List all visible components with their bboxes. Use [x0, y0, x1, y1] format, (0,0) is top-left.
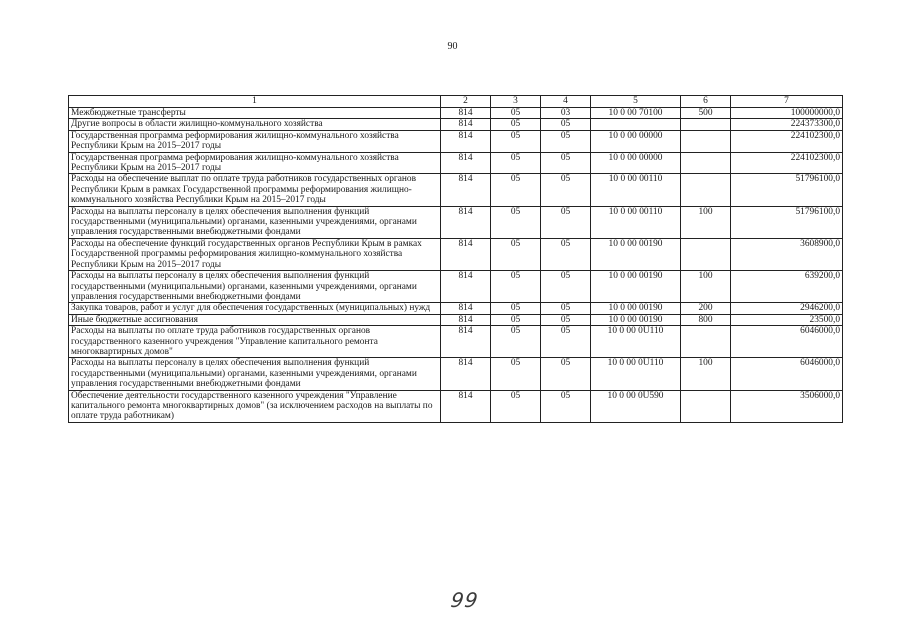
- row-subsection: 05: [541, 326, 591, 358]
- table-row: [69, 174, 843, 206]
- row-name: Закупка товаров, работ и услуг для обеспечения государственных (муниципальных) нужд: [69, 303, 441, 314]
- row-section: 05: [491, 271, 541, 303]
- row-section: 05: [491, 130, 541, 152]
- row-target-item: [591, 119, 681, 130]
- row-name: Иные бюджетные ассигнования: [69, 314, 441, 325]
- row-name: Другие вопросы в области жилищно-коммунального хозяйства: [69, 119, 441, 130]
- row-target-item: 10 0 00 00190: [591, 314, 681, 325]
- row-admin-code: 814: [441, 174, 491, 206]
- row-amount: 224373300,0: [731, 119, 843, 130]
- row-expense-type: [681, 238, 731, 270]
- row-expense-type: [681, 119, 731, 130]
- row-admin-code: 814: [441, 206, 491, 238]
- row-subsection: 05: [541, 119, 591, 130]
- row-subsection: 05: [541, 130, 591, 152]
- row-target-item: 10 0 00 00110: [591, 206, 681, 238]
- row-name: Межбюджетные трансферты: [69, 108, 441, 119]
- row-target-item: 10 0 00 00190: [591, 303, 681, 314]
- row-amount: 3608900,0: [731, 238, 843, 270]
- row-target-item: 10 0 00 0U110: [591, 358, 681, 390]
- row-subsection: 05: [541, 238, 591, 270]
- row-amount: 6046000,0: [731, 358, 843, 390]
- table-row: [69, 206, 843, 238]
- row-subsection: 03: [541, 108, 591, 119]
- row-subsection: 05: [541, 358, 591, 390]
- row-amount: 224102300,0: [731, 130, 843, 152]
- row-expense-type: [681, 130, 731, 152]
- table-row: [69, 390, 843, 422]
- row-expense-type: [681, 174, 731, 206]
- row-admin-code: 814: [441, 303, 491, 314]
- row-name: Расходы на обеспечение выплат по оплате труда работников государственных органов Республики Крым в рамках Государственной программы реформирования жилищно-коммунального хозяйства Республики Крым на 2015–2017 годы: [69, 174, 441, 206]
- row-section: 05: [491, 326, 541, 358]
- row-expense-type: 500: [681, 108, 731, 119]
- row-target-item: 10 0 00 70100: [591, 108, 681, 119]
- row-section: 05: [491, 108, 541, 119]
- row-admin-code: 814: [441, 314, 491, 325]
- column-header-4: 4: [541, 96, 591, 108]
- row-target-item: 10 0 00 0U110: [591, 326, 681, 358]
- table-row: [69, 152, 843, 174]
- budget-table: [68, 95, 843, 423]
- row-section: 05: [491, 314, 541, 325]
- table-row: [69, 303, 843, 314]
- row-name: Государственная программа реформирования жилищно-коммунального хозяйства Республики Крым на 2015–2017 годы: [69, 152, 441, 174]
- row-amount: 3506000,0: [731, 390, 843, 422]
- row-name: Расходы на выплаты по оплате труда работников государственных органов государственного казенного учреждения "Управление капитального ремонта многоквартирных домов": [69, 326, 441, 358]
- row-section: 05: [491, 174, 541, 206]
- handwritten-page-mark: 99: [449, 588, 481, 612]
- row-subsection: 05: [541, 303, 591, 314]
- row-admin-code: 814: [441, 130, 491, 152]
- header-row: [69, 96, 843, 108]
- table-row: [69, 326, 843, 358]
- row-expense-type: 100: [681, 358, 731, 390]
- row-amount: 23500,0: [731, 314, 843, 325]
- row-section: 05: [491, 390, 541, 422]
- row-subsection: 05: [541, 314, 591, 325]
- row-admin-code: 814: [441, 238, 491, 270]
- row-admin-code: 814: [441, 119, 491, 130]
- row-expense-type: 100: [681, 271, 731, 303]
- row-amount: 6046000,0: [731, 326, 843, 358]
- row-section: 05: [491, 303, 541, 314]
- table-row: [69, 271, 843, 303]
- row-section: 05: [491, 119, 541, 130]
- row-admin-code: 814: [441, 390, 491, 422]
- table-row: [69, 119, 843, 130]
- row-expense-type: 100: [681, 206, 731, 238]
- row-admin-code: 814: [441, 358, 491, 390]
- row-admin-code: 814: [441, 271, 491, 303]
- row-expense-type: [681, 152, 731, 174]
- column-header-7: 7: [731, 96, 843, 108]
- row-amount: 51796100,0: [731, 174, 843, 206]
- page-number: 90: [447, 41, 458, 52]
- row-name: Расходы на выплаты персоналу в целях обеспечения выполнения функций государственными (муниципальными) органами, казенными учреждениями, органами управления государственными внебюджетными фондами: [69, 271, 441, 303]
- table-row: [69, 108, 843, 119]
- row-expense-type: 800: [681, 314, 731, 325]
- row-admin-code: 814: [441, 108, 491, 119]
- row-target-item: 10 0 00 00190: [591, 271, 681, 303]
- table-row: [69, 130, 843, 152]
- row-name: Расходы на выплаты персоналу в целях обеспечения выполнения функций государственными (муниципальными) органами, казенными учреждениями, органами управления государственными внебюджетными фондами: [69, 206, 441, 238]
- row-admin-code: 814: [441, 326, 491, 358]
- row-target-item: 10 0 00 00000: [591, 152, 681, 174]
- row-amount: 2946200,0: [731, 303, 843, 314]
- row-name: Обеспечение деятельности государственного казенного учреждения "Управление капитального ремонта многоквартирных домов" (за исключением расходов на выплаты по оплате труда работникам): [69, 390, 441, 422]
- table-row: [69, 238, 843, 270]
- row-amount: 639200,0: [731, 271, 843, 303]
- row-subsection: 05: [541, 271, 591, 303]
- row-subsection: 05: [541, 174, 591, 206]
- column-header-1: 1: [69, 96, 441, 108]
- row-amount: 100000000,0: [731, 108, 843, 119]
- row-expense-type: 200: [681, 303, 731, 314]
- row-subsection: 05: [541, 152, 591, 174]
- row-target-item: 10 0 00 00000: [591, 130, 681, 152]
- row-name: Государственная программа реформирования жилищно-коммунального хозяйства Республики Крым на 2015–2017 годы: [69, 130, 441, 152]
- row-amount: 224102300,0: [731, 152, 843, 174]
- row-target-item: 10 0 00 0U590: [591, 390, 681, 422]
- row-target-item: 10 0 00 00190: [591, 238, 681, 270]
- table-row: [69, 358, 843, 390]
- row-section: 05: [491, 152, 541, 174]
- row-name: Расходы на выплаты персоналу в целях обеспечения выполнения функций государственными (муниципальными) органами, казенными учреждениями, органами управления государственными внебюджетными фондами: [69, 358, 441, 390]
- row-name: Расходы на обеспечение функций государственных органов Республики Крым в рамках Государственной программы реформирования жилищно-коммунального хозяйства Республики Крым на 2015–2017 годы: [69, 238, 441, 270]
- row-amount: 51796100,0: [731, 206, 843, 238]
- row-subsection: 05: [541, 390, 591, 422]
- column-header-5: 5: [591, 96, 681, 108]
- column-header-6: 6: [681, 96, 731, 108]
- column-header-3: 3: [491, 96, 541, 108]
- row-expense-type: [681, 390, 731, 422]
- table-row: [69, 314, 843, 325]
- row-section: 05: [491, 206, 541, 238]
- row-subsection: 05: [541, 206, 591, 238]
- row-section: 05: [491, 358, 541, 390]
- table-header: [69, 96, 843, 108]
- row-admin-code: 814: [441, 152, 491, 174]
- row-target-item: 10 0 00 00110: [591, 174, 681, 206]
- column-header-2: 2: [441, 96, 491, 108]
- row-section: 05: [491, 238, 541, 270]
- row-expense-type: [681, 326, 731, 358]
- table-body: [69, 108, 843, 423]
